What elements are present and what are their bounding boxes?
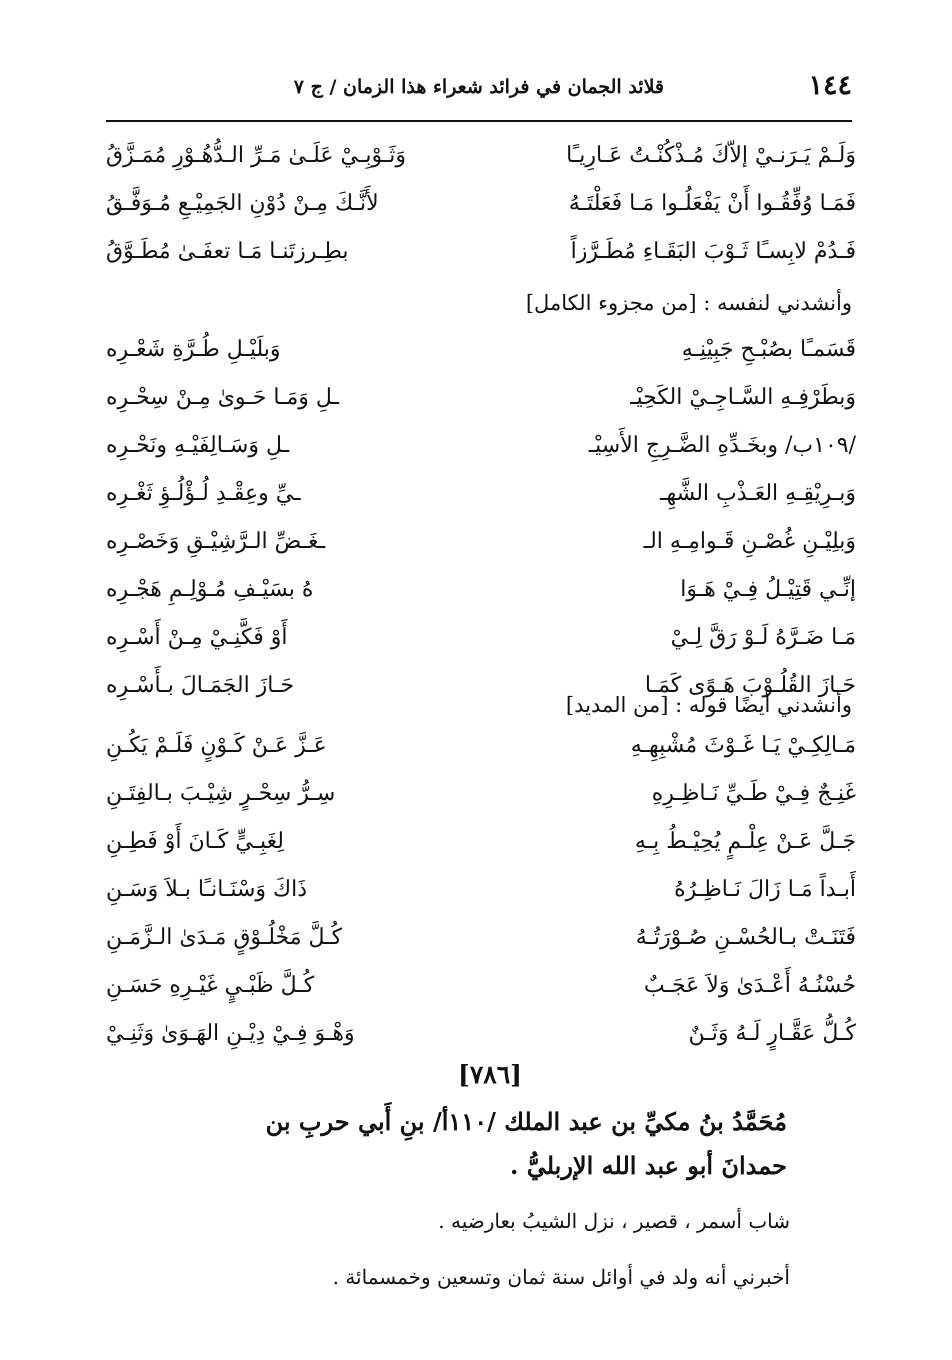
first-hemistich: وَبطَرْفِـهِ السَّـاجِـيْ الكَحِيْـ xyxy=(630,385,856,410)
second-hemistich: هُ بسَيْـفِ مُـوْلِـمِ هَجْـرِه xyxy=(106,577,314,602)
poem-3 xyxy=(106,722,856,1058)
first-hemistich: مَـا ضَـرَّهُ لَـوْ رَقَّ لِـيْ xyxy=(670,625,856,650)
first-hemistich: وَبلِيْـنِ غُصْـنِ قَـوامِـهِ الـ xyxy=(643,529,856,554)
poem-2 xyxy=(106,326,856,710)
entry-name-line: مُحَمَّدُ بنُ مكيِّ بن عبد الملك /١١٠أ/ بنِ أَبي حربِ بن xyxy=(265,1107,787,1136)
second-hemistich: حَـازَ الجَمَـالَ بـأَسْـرِه xyxy=(106,673,295,698)
poem-intro: وأنشدني لنفسه : [من مجزوء الكامل] xyxy=(525,291,852,315)
first-hemistich: كُـلُّ عَقَّـارٍ لَـهُ وَثَـنٌ xyxy=(688,1021,856,1046)
entry-number: [٧٨٦] xyxy=(458,1060,522,1089)
first-hemistich: وَلَـمْ يَـرَنـيْ إلاّكَ مُـذْكُنْـتُ عَـارِيـًا xyxy=(566,143,856,168)
verse-line xyxy=(106,770,856,818)
verse-line xyxy=(106,962,856,1010)
second-hemistich: ذَاكَ وَسْنَـانـًا بـلاَ وَسَـنِ xyxy=(106,877,308,902)
second-hemistich: لأَنَّـكَ مِـنْ دُوْنِ الجَمِيْـعِ مُـوَفَّـقُ xyxy=(106,191,379,216)
first-hemistich: فَـدُمْ لابِسـًا ثَـوْبَ البَقَـاءِ مُطَـرَّزاً xyxy=(570,239,856,264)
first-hemistich: جَـلَّ عَـنْ عِلْـمٍ يُحِيْـطُ بِـهِ xyxy=(634,829,856,854)
second-hemistich: ـيِّ وعِقْـدِ لُـؤْلُـؤِ ثَغْـرِه xyxy=(106,481,301,506)
first-hemistich: فَمَـا وُفِّقُـوا أَنْ يَفْعَلُـوا مَـا فَعَلْتَـهُ xyxy=(568,191,856,216)
first-hemistich: وَبـرِيْقِـهِ العَـذْبِ الشَّهِـ xyxy=(660,481,856,506)
entry-description: شاب أسمر ، قصير ، نزل الشيبُ بعارضيه . xyxy=(438,1209,790,1233)
first-hemistich: /١٠٩ب/ وبخَـدِّهِ الضَّـرِجِ الأَسِيْـ xyxy=(588,433,856,458)
second-hemistich: كُـلَّ مَخْلُـوْقٍ مَـدَىٰ الـزَّمَـنِ xyxy=(106,925,343,950)
second-hemistich: ـلِ وَمَـا حَـوىٰ مِـنْ سِحْـرِه xyxy=(106,385,339,410)
running-title: قلائد الجمان في فرائد شعراء هذا الزمان / ج ٧ xyxy=(293,76,664,98)
verse-line xyxy=(106,722,856,770)
second-hemistich: وَبلَيْـلِ طُـرَّةِ شَعْـرِه xyxy=(106,337,281,362)
verse-line xyxy=(106,374,856,422)
verse-line xyxy=(106,566,856,614)
poem-intro: وأنشدني أيضًا قوله : [من المديد] xyxy=(565,693,852,717)
verse-line xyxy=(106,518,856,566)
page-number: ١٤٤ xyxy=(808,70,852,101)
entry-birth: أخبرني أنه ولد في أوائل سنة ثمان وتسعين وخمسمائة . xyxy=(332,1265,790,1289)
verse-line xyxy=(106,818,856,866)
second-hemistich: ـلِ وَسَـالِفَيْـهِ ونَحْـرِه xyxy=(106,433,290,458)
verse-line xyxy=(106,180,856,228)
poem-1 xyxy=(106,132,856,276)
second-hemistich: بطِـرزتَنـا مَـا تعفَـىٰ مُطَـوَّقُ xyxy=(106,239,349,264)
first-hemistich: أَبـداً مَـا زَالَ نَـاظِـرُهُ xyxy=(674,877,856,902)
verse-line xyxy=(106,470,856,518)
second-hemistich: وَثَـوْبِـيْ عَلَـىٰ مَـرِّ الـدُّهُـوْرِ مُمَـزَّقُ xyxy=(106,143,406,168)
verse-line xyxy=(106,326,856,374)
verse-line xyxy=(106,1010,856,1058)
first-hemistich: حَـازَ القُلُـوْبَ هَـوًى كَمَـا xyxy=(644,673,856,698)
header-rule xyxy=(106,120,852,122)
verse-line xyxy=(106,914,856,962)
verse-line xyxy=(106,228,856,276)
second-hemistich: لِغَبِـيٍّ كَـانَ أَوْ فَطِـنِ xyxy=(106,829,284,854)
verse-line xyxy=(106,132,856,180)
second-hemistich: كُـلَّ ظَبْـيٍ غَيْـرِهِ حَسَـنِ xyxy=(106,973,315,998)
verse-line xyxy=(106,614,856,662)
second-hemistich: عَـزَّ عَـنْ كَـوْنٍ فَلَـمْ يَكُـنِ xyxy=(106,733,327,758)
verse-line xyxy=(106,422,856,470)
first-hemistich: فَتَنَـتْ بـالحُسْـنِ صُـوْرَتُـهُ xyxy=(635,925,856,950)
first-hemistich: حُسْنُـهُ أَعْـدَىٰ وَلاَ عَجَـبٌ xyxy=(643,973,856,998)
second-hemistich: أَوْ فَكَّنِـيْ مِـنْ أَسْـرِه xyxy=(106,625,288,650)
first-hemistich: قَسَمـًا بصُبْـحِ جَبِيْنِـهِ xyxy=(681,337,856,362)
second-hemistich: سِـرُّ سِحْـرٍ شِيْـبَ بـالفِتَـنِ xyxy=(106,781,336,806)
second-hemistich: ـغَـضِّ الـرَّشِيْـقِ وَخَصْـرِه xyxy=(106,529,326,554)
first-hemistich: غَنِـجٌ فِـيْ طَـيِّ نَـاظِـرِهِ xyxy=(651,781,856,806)
first-hemistich: مَـالِكِـيْ يَـا غَـوْثَ مُشْبِهِـهِ xyxy=(630,733,856,758)
page-header xyxy=(100,70,852,110)
verse-line xyxy=(106,866,856,914)
first-hemistich: إنِّـي قَتِيْـلُ فِـيْ هَـوَا xyxy=(680,577,856,602)
entry-name-line: حمدانَ أبو عبد الله الإربليُّ . xyxy=(509,1151,787,1180)
second-hemistich: وَهْـوَ فِـيْ دِيْـنِ الهَـوَىٰ وَثَنِـيْ xyxy=(106,1021,355,1046)
